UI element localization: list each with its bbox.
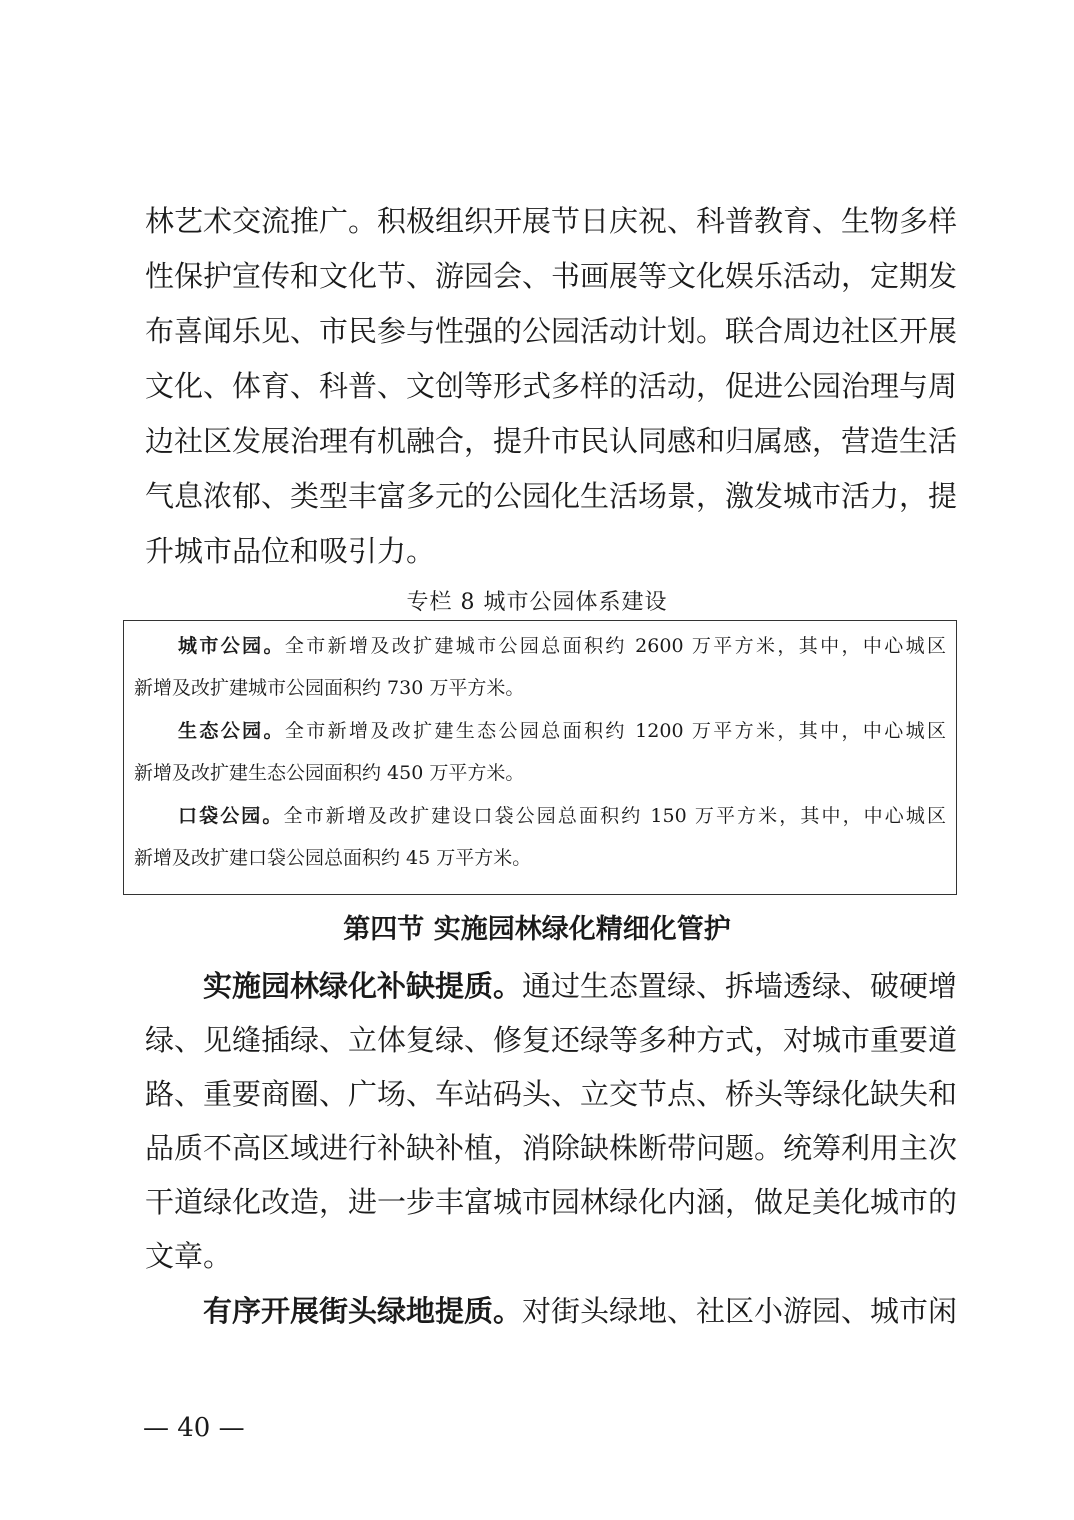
box-item-text: 全市新增及改扩建生态公园总面积约 1200 万平方米，其中，中心城区 bbox=[284, 720, 946, 742]
text-line: 升城市品位和吸引力。 bbox=[145, 534, 436, 568]
text-line: 品质不高区域进行补缺补植，消除缺株断带问题。统筹利用主次 bbox=[145, 1131, 958, 1165]
text-line: 路、重要商圈、广场、车站码头、立交节点、桥头等绿化缺失和 bbox=[145, 1077, 958, 1111]
text-line bbox=[203, 966, 958, 1006]
info-box bbox=[123, 620, 957, 895]
box-item-line: 新增及改扩建城市公园面积约 730 万平方米。 bbox=[134, 677, 525, 699]
paragraph-heading: 实施园林绿化补缺提质。 bbox=[203, 969, 523, 1003]
paragraph-text: 对街头绿地、社区小游园、城市闲 bbox=[522, 1294, 958, 1328]
box-item-line: 新增及改扩建生态公园面积约 450 万平方米。 bbox=[134, 762, 525, 784]
box-item-heading: 城市公园。 bbox=[178, 635, 285, 657]
box-item-heading: 生态公园。 bbox=[178, 720, 285, 742]
text-line: 干道绿化改造，进一步丰富城市园林绿化内涵，做足美化城市的 bbox=[145, 1185, 958, 1219]
text-line: 布喜闻乐见、市民参与性强的公园活动计划。联合周边社区开展 bbox=[145, 314, 958, 348]
box-item-line bbox=[178, 716, 946, 746]
box-title: 专栏 8 城市公园体系建设 bbox=[406, 590, 668, 615]
paragraph-heading: 有序开展街头绿地提质。 bbox=[203, 1294, 523, 1328]
box-item-line bbox=[178, 801, 946, 831]
text-line: 文化、体育、科普、文创等形式多样的活动，促进公园治理与周 bbox=[145, 369, 958, 403]
box-item-text: 全市新增及改扩建城市公园总面积约 2600 万平方米，其中，中心城区 bbox=[284, 635, 946, 657]
text-line: 性保护宣传和文化节、游园会、书画展等文化娱乐活动，定期发 bbox=[145, 259, 958, 293]
page-number: — 40 — bbox=[143, 1413, 245, 1443]
paragraph-text: 通过生态置绿、拆墙透绿、破硬增 bbox=[522, 969, 958, 1003]
text-line bbox=[203, 1291, 958, 1331]
box-item-text: 全市新增及改扩建设口袋公园总面积约 150 万平方米，其中，中心城区 bbox=[283, 805, 946, 827]
text-line: 绿、见缝插绿、立体复绿、修复还绿等多种方式，对城市重要道 bbox=[145, 1023, 958, 1057]
text-line: 边社区发展治理有机融合，提升市民认同感和归属感，营造生活 bbox=[145, 424, 958, 458]
section-heading: 第四节 实施园林绿化精细化管护 bbox=[343, 914, 731, 945]
text-line: 文章。 bbox=[145, 1239, 233, 1273]
box-item-line bbox=[178, 631, 946, 661]
box-item-line: 新增及改扩建口袋公园总面积约 45 万平方米。 bbox=[134, 847, 532, 869]
text-line: 气息浓郁、类型丰富多元的公园化生活场景，激发城市活力，提 bbox=[145, 479, 958, 513]
text-line: 林艺术交流推广。积极组织开展节日庆祝、科普教育、生物多样 bbox=[145, 204, 958, 238]
box-item-heading: 口袋公园。 bbox=[178, 805, 284, 827]
